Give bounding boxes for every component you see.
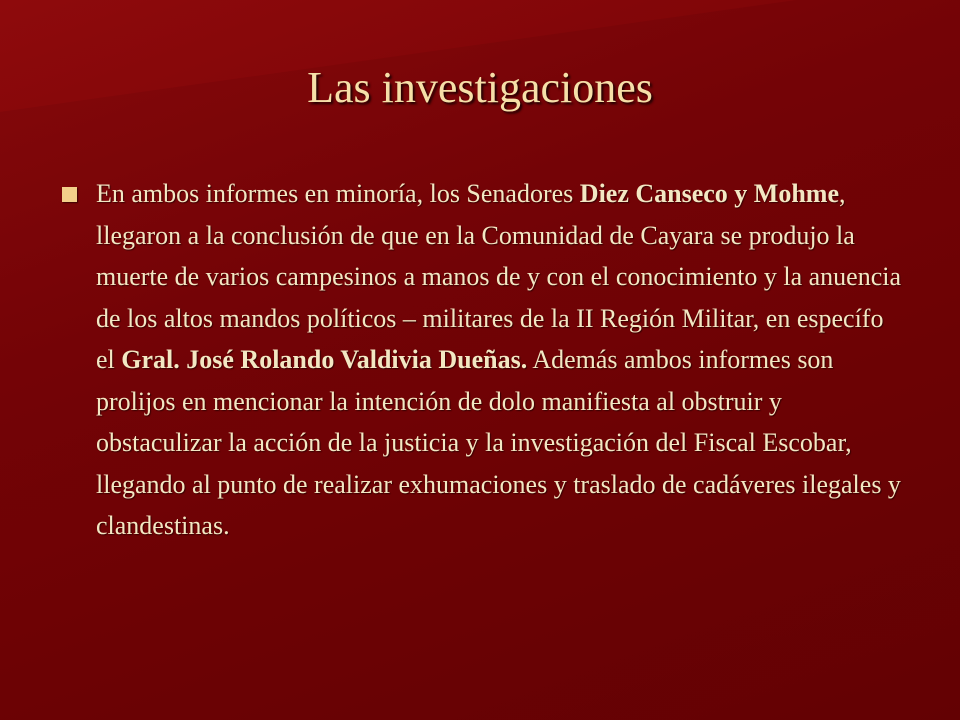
slide-content	[62, 173, 902, 547]
bullet-bold-general: Gral. José Rolando Valdivia Dueñas.	[121, 345, 528, 374]
bullet-text-2: , llegaron a la conclusión de que en la Comunidad de Cayara se produjo la muerte de varios campesinos a manos de y con el conocimiento y la anuencia de los altos mandos políticos – militares de la II Región Militar, en específo el	[96, 179, 901, 374]
bullet-text-1: En ambos informes en minoría, los Senadores	[96, 179, 580, 208]
bullet-item	[62, 173, 902, 547]
bullet-text-3: Además ambos informes son prolijos en mencionar la intención de dolo manifiesta al obstruir y obstaculizar la acción de la justicia y la investigación del Fiscal Escobar, llegando al punto de realizar exhumaciones y traslado de cadáveres ilegales y clandestinas.	[96, 345, 901, 540]
square-bullet-icon	[62, 187, 77, 202]
bullet-bold-senators: Diez Canseco y Mohme	[579, 179, 840, 208]
slide-title: Las investigaciones	[307, 63, 653, 112]
